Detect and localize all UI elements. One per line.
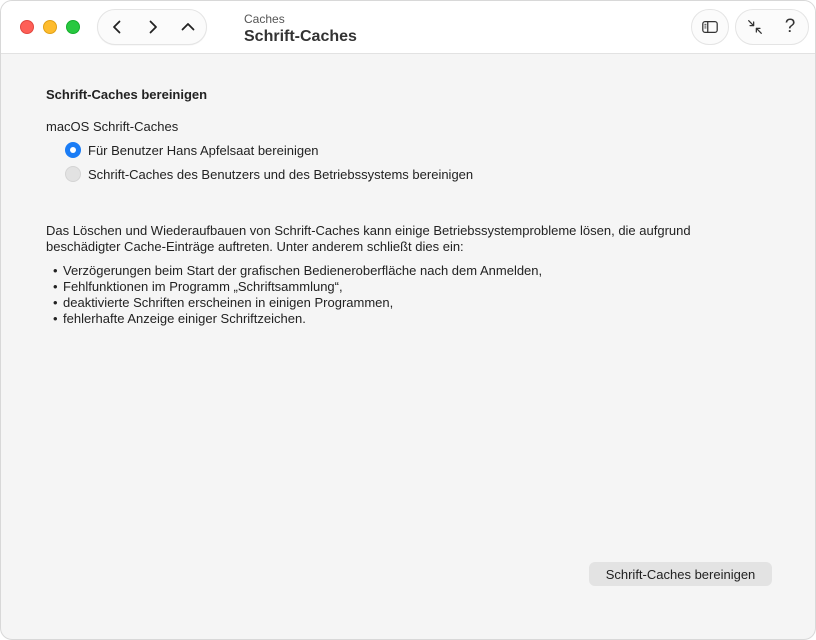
sidebar-toggle-group	[691, 9, 729, 45]
radio-option-label: Schrift-Caches des Benutzers und des Betriebssystems bereinigen	[88, 166, 474, 182]
description-line: Das Löschen und Wiederaufbauen von Schrift-Caches kann einige Betriebssystemprobleme lösen, die aufgrund	[46, 223, 691, 238]
radio-option-user-and-system[interactable]	[65, 166, 473, 182]
list-item-text: deaktivierte Schriften erscheinen in einigen Programmen,	[63, 295, 394, 310]
bullet-marker: •	[53, 311, 58, 326]
list-item	[53, 279, 542, 295]
toolbar-tools-group	[735, 9, 809, 45]
forward-button[interactable]	[135, 10, 171, 44]
page-title: Schrift-Caches	[244, 28, 357, 45]
section-title: Schrift-Caches bereinigen	[46, 87, 208, 102]
issue-list	[53, 263, 542, 327]
question-mark-icon: ?	[784, 16, 796, 37]
bullet-marker: •	[53, 263, 58, 278]
list-item-text: Verzögerungen beim Start der grafischen Bedieneroberfläche nach dem Anmelden,	[63, 263, 543, 278]
list-item	[53, 295, 542, 311]
chevron-right-icon	[145, 19, 161, 35]
list-item-text: fehlerhafte Anzeige einiger Schriftzeichen.	[63, 311, 306, 326]
close-window-button[interactable]	[20, 20, 34, 34]
radio-option-user[interactable]	[65, 142, 319, 158]
description-line: beschädigter Cache-Einträge auftreten. Unter anderem schließt dies ein:	[46, 239, 464, 254]
help-button[interactable]	[773, 10, 807, 44]
radio-option-label: Für Benutzer Hans Apfelsaat bereinigen	[88, 142, 319, 158]
zoom-window-button[interactable]	[66, 20, 80, 34]
option-group-label: macOS Schrift-Caches	[46, 119, 179, 134]
navigation-group	[97, 9, 207, 45]
chevron-left-icon	[109, 19, 125, 35]
bullet-marker: •	[53, 279, 58, 294]
list-item-text: Fehlfunktionen im Programm „Schriftsammlung“,	[63, 279, 343, 294]
bullet-marker: •	[53, 295, 58, 310]
collapse-button[interactable]	[738, 10, 772, 44]
clear-caches-button[interactable]: Schrift-Caches bereinigen	[589, 562, 772, 586]
arrows-collapse-icon	[746, 18, 764, 36]
radio-selected-indicator[interactable]	[65, 142, 81, 158]
radio-unselected-indicator[interactable]	[65, 166, 81, 182]
up-button[interactable]	[170, 10, 206, 44]
minimize-window-button[interactable]	[43, 20, 57, 34]
sidebar-toggle-button[interactable]	[693, 10, 727, 44]
sidebar-toggle-icon	[701, 18, 719, 36]
titlebar	[1, 1, 815, 54]
breadcrumb-parent[interactable]: Caches	[244, 12, 285, 26]
chevron-up-icon	[180, 19, 196, 35]
back-button[interactable]	[99, 10, 135, 44]
list-item	[53, 263, 542, 279]
description-text	[46, 223, 776, 255]
list-item	[53, 311, 542, 327]
